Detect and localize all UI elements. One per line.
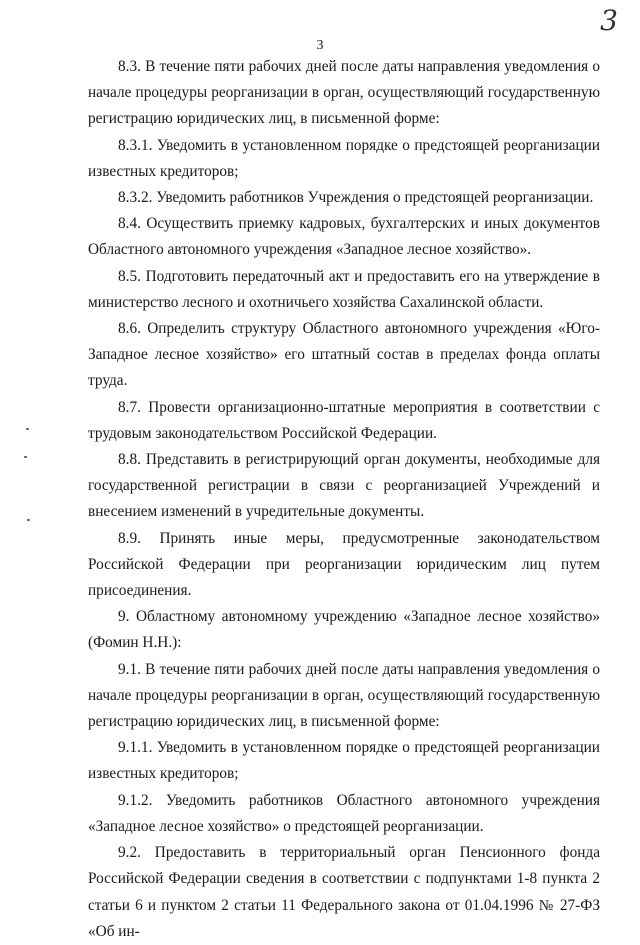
paragraph-9-2: 9.2. Предоставить в территориальный орган Пенсионного фонда Российской Федерации сведения в соответствии с подпунктами 1-8 пункта 2 статьи 6 и пунктом 2 статьи 11 Федерального закона от 01.04.1996 № 27-ФЗ «Об ин- xyxy=(88,844,600,940)
paragraph-9-1-1: 9.1.1. Уведомить в установленном порядке о предстоящей реорганизации известных кредиторов; xyxy=(88,739,600,783)
scan-speck xyxy=(27,519,30,521)
scan-speck xyxy=(26,428,29,430)
paragraph-9: 9. Областному автономному учреждению «Западное лесное хозяйство» (Фомин Н.Н.): xyxy=(88,608,600,652)
paragraph-8-8: 8.8. Представить в регистрирующий орган документы, необходимые для государственной регистрации в связи с реорганизацией Учреждений и внесением изменений в учредительные документы. xyxy=(88,451,600,521)
paragraph-8-3-1: 8.3.1. Уведомить в установленном порядке о предстоящей реорганизации известных кредиторов; xyxy=(88,136,600,180)
document-body xyxy=(88,54,600,945)
paragraph-9-1: 9.1. В течение пяти рабочих дней после даты направления уведомления о начале процедуры реорганизации в орган, осуществляющий государственную регистрацию юридических лиц, в письменной форме: xyxy=(88,660,600,731)
paragraph-8-5: 8.5. Подготовить передаточный акт и предоставить его на утверждение в министерство лесного и охотничьего хозяйства Сахалинской области. xyxy=(88,267,600,311)
paragraph-8-3-2: 8.3.2. Уведомить работников Учреждения о предстоящей реорганизации. xyxy=(118,189,594,207)
handwritten-page-mark: 3 xyxy=(600,4,618,37)
page-number: 3 xyxy=(316,38,324,53)
paragraph-8-3: 8.3. В течение пяти рабочих дней после даты направления уведомления о начале процедуры реорганизации в орган, осуществляющий государственную регистрацию юридических лиц, в письменной форме: xyxy=(88,58,600,128)
scan-speck xyxy=(24,456,27,458)
paragraph-8-7: 8.7. Провести организационно-штатные мероприятия в соответствии с трудовым законодательством Российской Федерации. xyxy=(88,398,600,442)
paragraph-8-6: 8.6. Определить структуру Областного автономного учреждения «Юго-Западное лесное хозяйство» его штатный состав в пределах фонда оплаты труда. xyxy=(88,320,600,390)
paragraph-8-9: 8.9. Принять иные меры, предусмотренные законодательством Российской Федерации при реорганизации юридическим лиц путем присоединения. xyxy=(88,529,600,600)
paragraph-9-1-2: 9.1.2. Уведомить работников Областного автономного учреждения «Западное лесное хозяйство» о предстоящей реорганизации. xyxy=(88,791,600,835)
paragraph-8-4: 8.4. Осуществить приемку кадровых, бухгалтерских и иных документов Областного автономного учреждения «Западное лесное хозяйство». xyxy=(88,215,600,259)
